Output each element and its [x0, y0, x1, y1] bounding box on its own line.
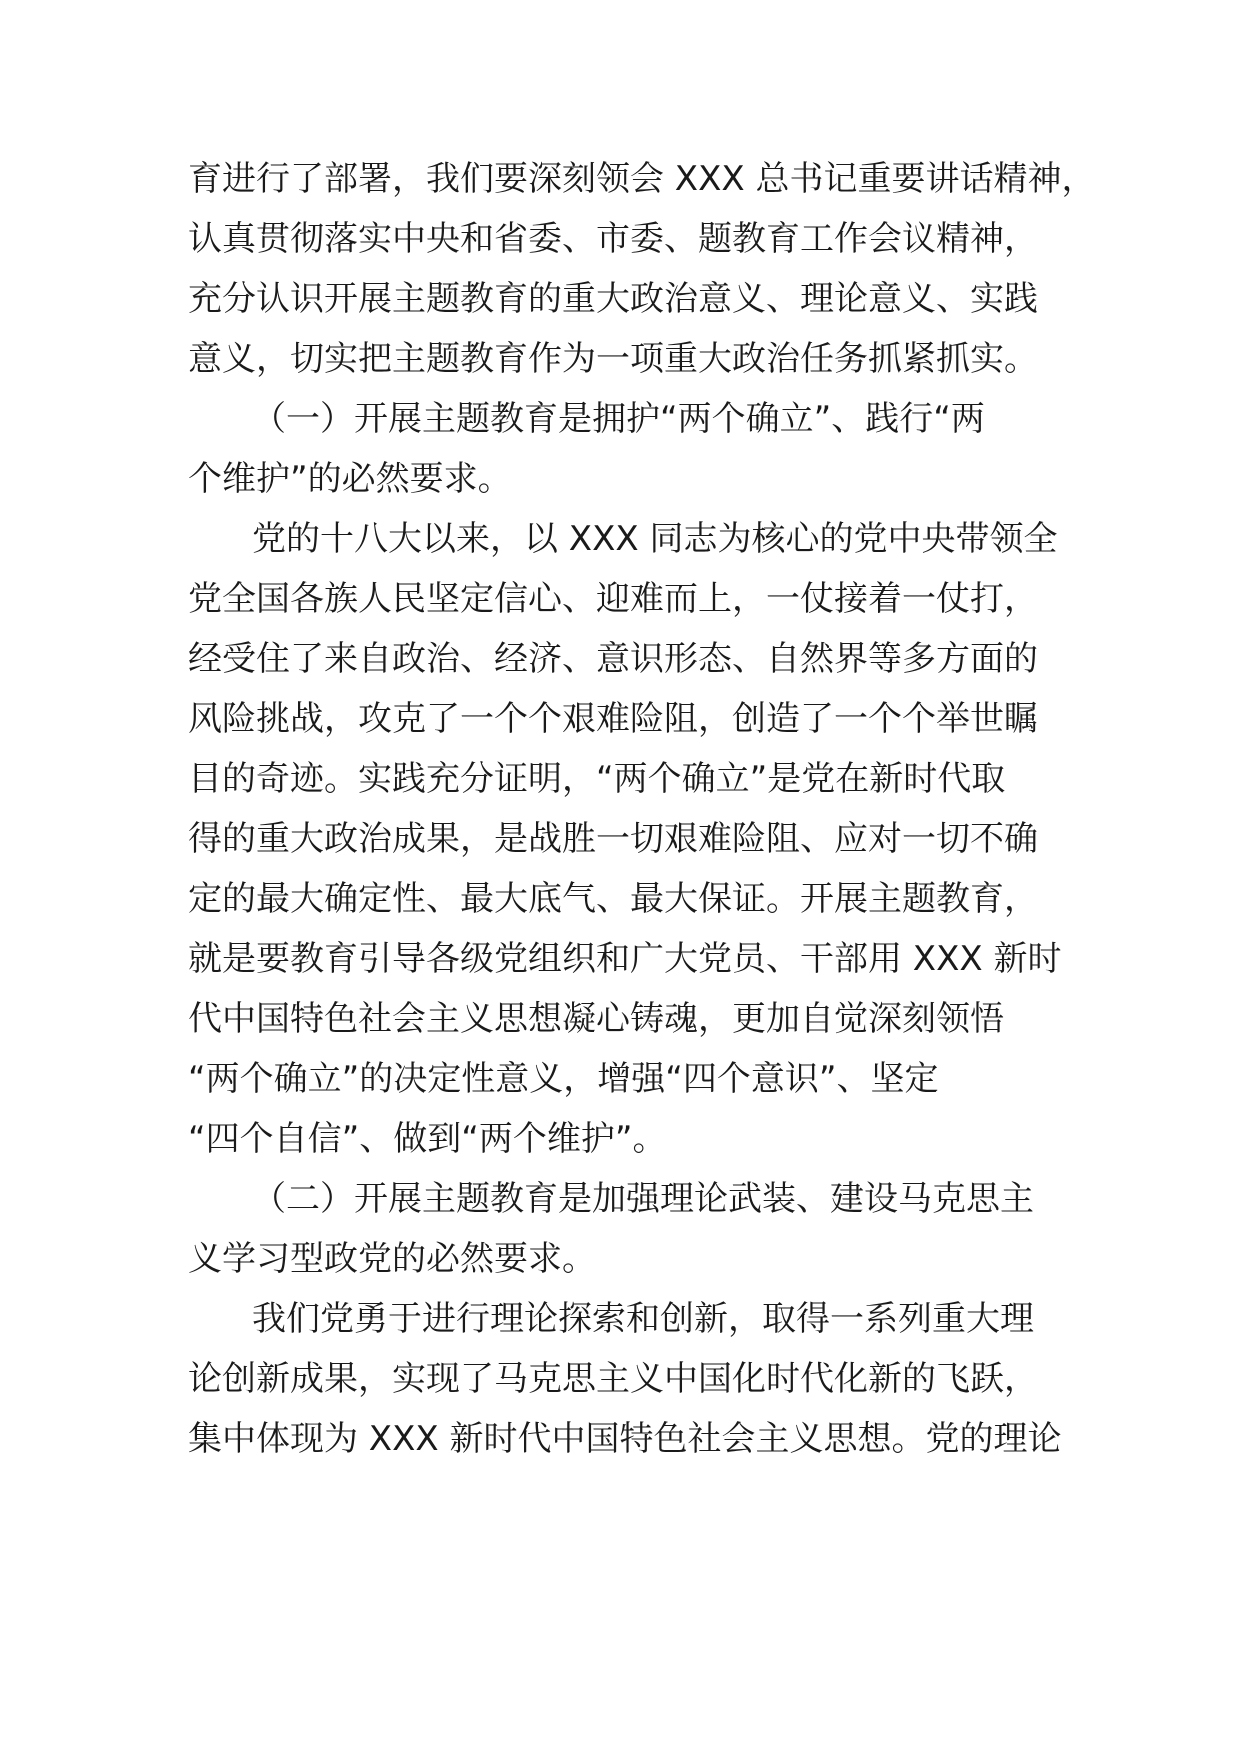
paragraph-start: 我们党勇于进行理论探索和创新，取得一系列重大理: [252, 1299, 1034, 1339]
text-line: 意义，切实把主题教育作为一项重大政治任务抓紧抓实。: [188, 339, 1038, 379]
section-heading-2-cont: 义学习型政党的必然要求。: [188, 1239, 596, 1279]
text-line: 目的奇迹。实践充分证明，“两个确立”是党在新时代取: [188, 759, 1006, 799]
text-line: 育进行了部署，我们要深刻领会 XXX 总书记重要讲话精神，: [188, 159, 1096, 199]
text-line: 充分认识开展主题教育的重大政治意义、理论意义、实践: [188, 279, 1038, 319]
section-heading-2: （二）开展主题教育是加强理论武装、建设马克思主: [252, 1179, 1034, 1219]
text-line: 经受住了来自政治、经济、意识形态、自然界等多方面的: [188, 639, 1038, 679]
text-line: “两个确立”的决定性意义，增强“四个意识”、坚定: [188, 1059, 939, 1099]
section-heading-1-cont: 个维护”的必然要求。: [188, 459, 512, 499]
text-line: 得的重大政治成果，是战胜一切艰难险阻、应对一切不确: [188, 819, 1038, 859]
text-line: 认真贯彻落实中央和省委、市委、题教育工作会议精神，: [188, 219, 1038, 259]
text-line: 就是要教育引导各级党组织和广大党员、干部用 XXX 新时: [188, 939, 1062, 979]
text-line: 集中体现为 XXX 新时代中国特色社会主义思想。党的理论: [188, 1419, 1062, 1459]
text-line: 论创新成果，实现了马克思主义中国化时代化新的飞跃，: [188, 1359, 1038, 1399]
paragraph-start: 党的十八大以来，以 XXX 同志为核心的党中央带领全: [252, 519, 1058, 559]
text-line: 党全国各族人民坚定信心、迎难而上，一仗接着一仗打，: [188, 579, 1038, 619]
text-line: 定的最大确定性、最大底气、最大保证。开展主题教育，: [188, 879, 1038, 919]
text-line: “四个自信”、做到“两个维护”。: [188, 1119, 667, 1159]
section-heading-1: （一）开展主题教育是拥护“两个确立”、践行“两: [252, 399, 985, 439]
text-line: 代中国特色社会主义思想凝心铸魂，更加自觉深刻领悟: [188, 999, 1004, 1039]
text-line: 风险挑战，攻克了一个个艰难险阻，创造了一个个举世瞩: [188, 699, 1038, 739]
